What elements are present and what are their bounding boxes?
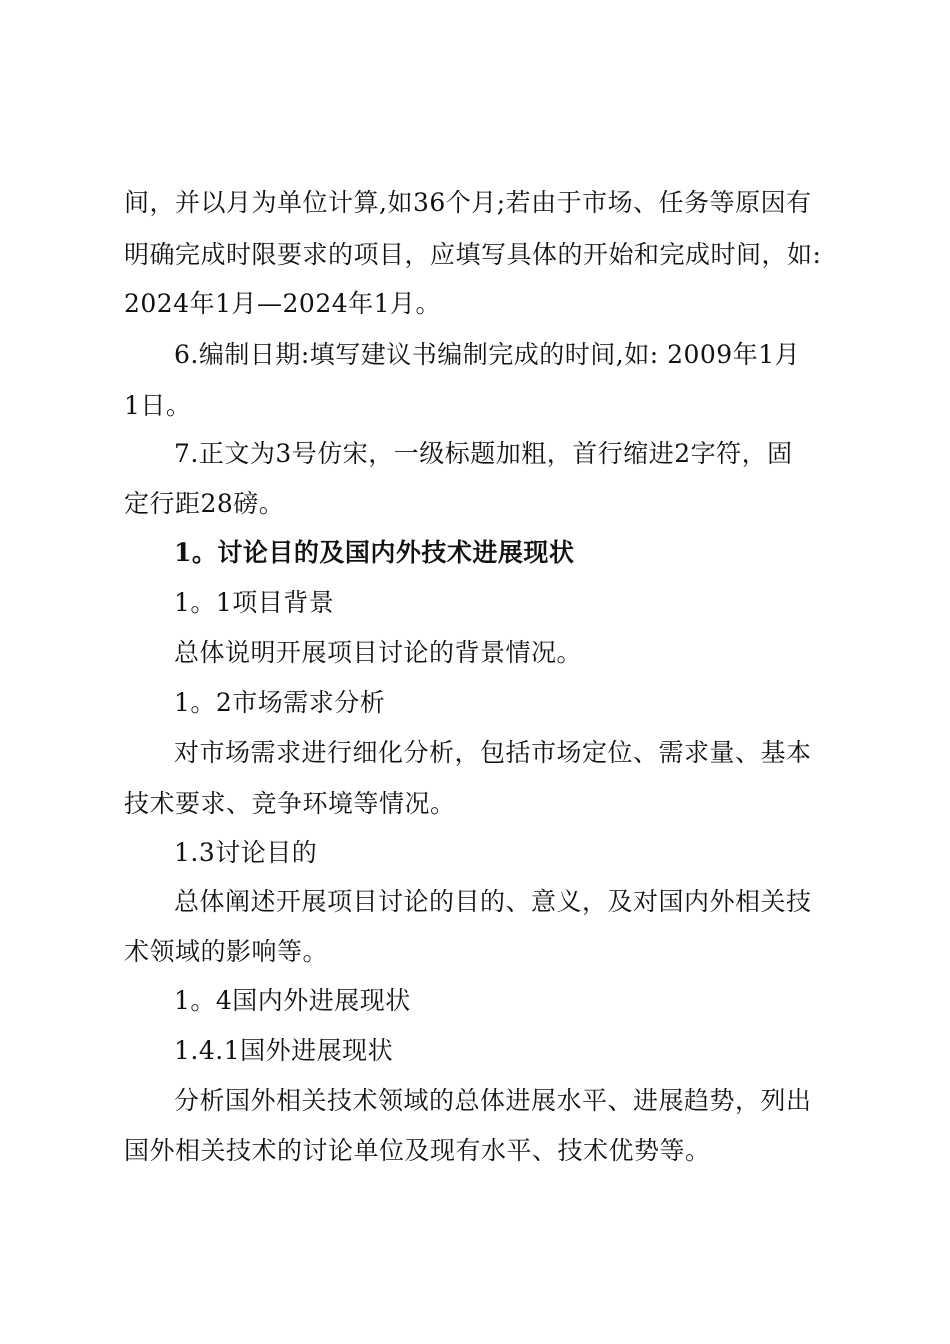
paragraph-line: 总体说明开展项目讨论的背景情况。 <box>174 638 583 667</box>
paragraph-line: 明确完成时限要求的项目，应填写具体的开始和完成时间，如: <box>124 240 822 269</box>
paragraph-line: 国外相关技术的讨论单位及现有水平、技术优势等。 <box>124 1136 711 1165</box>
paragraph-line: 定行距28磅。 <box>124 489 285 518</box>
subsection-heading: 1。2市场需求分析 <box>174 688 386 717</box>
subsection-heading: 1。1项目背景 <box>174 588 335 617</box>
subsection-heading: 1.3讨论目的 <box>174 838 318 867</box>
paragraph-line: 6.编制日期:填写建议书编制完成的时间,如: 2009年1月 <box>174 340 801 369</box>
paragraph-line: 1日。 <box>124 391 192 420</box>
paragraph-line: 7.正文为3号仿宋，一级标题加粗，首行缩进2字符，固 <box>174 439 793 468</box>
paragraph-line: 间，并以月为单位计算,如36个月;若由于市场、任务等原因有 <box>124 188 812 217</box>
paragraph-line: 分析国外相关技术领域的总体进展水平、进展趋势，列出 <box>174 1086 812 1115</box>
paragraph-line: 术领域的影响等。 <box>124 937 329 966</box>
subsection-heading: 1.4.1国外进展现状 <box>174 1036 394 1065</box>
section-heading: 1。讨论目的及国内外技术进展现状 <box>174 538 575 567</box>
paragraph-line: 总体阐述开展项目讨论的目的、意义，及对国内外相关技 <box>174 887 812 916</box>
paragraph-line: 对市场需求进行细化分析，包括市场定位、需求量、基本 <box>174 738 812 767</box>
paragraph-line: 2024年1月—2024年1月。 <box>124 289 442 318</box>
paragraph-line: 技术要求、竞争环境等情况。 <box>124 789 456 818</box>
subsection-heading: 1。4国内外进展现状 <box>174 986 411 1015</box>
